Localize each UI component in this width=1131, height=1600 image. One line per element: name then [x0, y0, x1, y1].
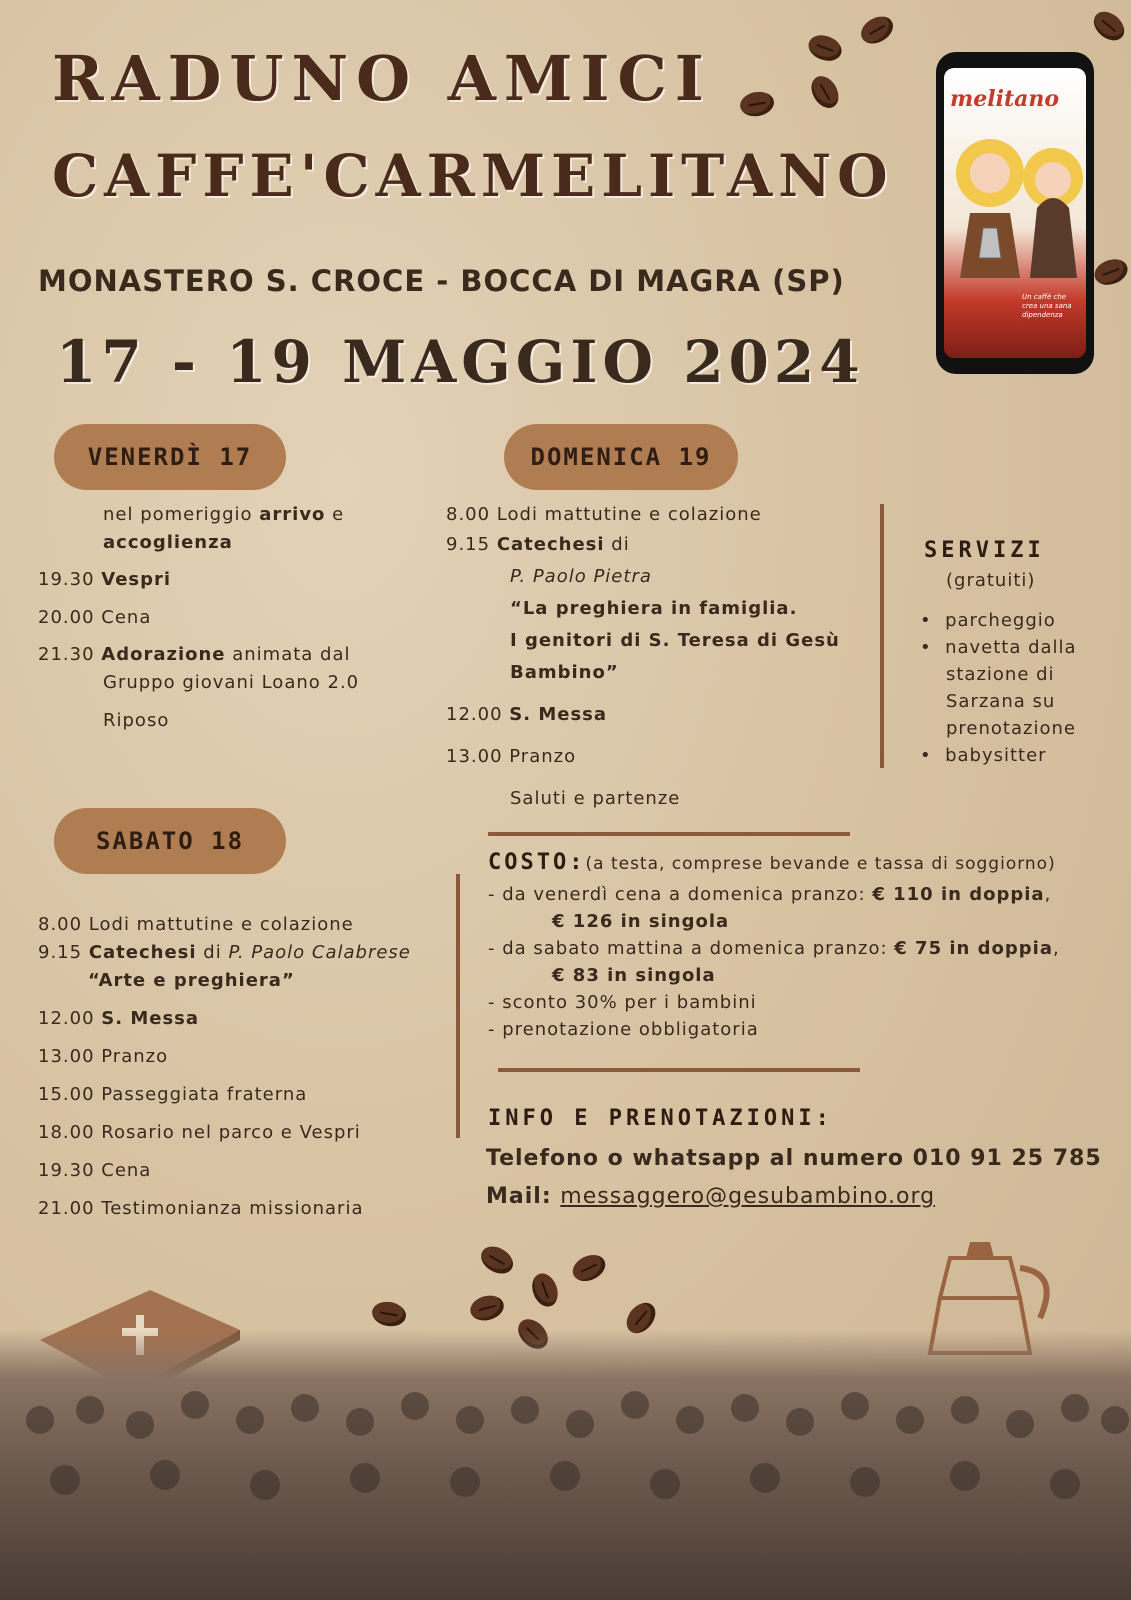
servizi-title: SERVIZI: [924, 538, 1045, 563]
friday-intro-text: nel pomeriggio: [103, 504, 260, 525]
info-title: INFO E PRENOTAZIONI:: [488, 1106, 833, 1131]
costo-row-text: - da sabato mattina a domenica pranzo:: [488, 938, 895, 959]
coffee-bean-decoration: [569, 1250, 610, 1286]
costo-price: € 75 in doppia: [894, 938, 1053, 959]
sunday-di: di: [604, 534, 630, 555]
sunday-line: 8.00 Lodi mattutine e colazione: [446, 504, 762, 525]
servizi-item: • navetta dalla: [920, 637, 1077, 658]
servizi-item-cont: stazione di: [946, 664, 1055, 685]
friday-label: VENERDÌ 17: [54, 424, 286, 490]
info-phone: Telefono o whatsapp al numero 010 91 25 785: [486, 1146, 1102, 1171]
saturday-line: 18.00 Rosario nel parco e Vespri: [38, 1122, 361, 1143]
sunday-line: [446, 532, 630, 558]
costo-price: € 83 in singola: [552, 965, 716, 986]
friday-intro: [103, 502, 344, 528]
sunday-label: DOMENICA 19: [504, 424, 738, 490]
costo-comma: ,: [1052, 938, 1060, 959]
saturday-time: 9.15: [38, 942, 89, 963]
crowd-silhouettes: [0, 1350, 1131, 1600]
costo-row: [552, 963, 716, 989]
venue: MONASTERO S. CROCE - BOCCA DI MAGRA (SP): [38, 264, 845, 298]
divider: [456, 874, 460, 1138]
servizi-item: • parcheggio: [920, 610, 1056, 631]
costo-row: [488, 882, 1051, 908]
costo-note: (a testa, comprese bevande e tassa di soggiorno): [585, 854, 1056, 874]
servizi-item-text: navetta dalla: [945, 637, 1077, 658]
friday-item: [38, 642, 351, 668]
phone-caption: Un caffè che crea una sana dipendenza: [1022, 293, 1072, 319]
sunday-topic-text: I genitori di S. Teresa di Gesù: [510, 630, 840, 651]
saturday-line: 15.00 Passeggiata fraterna: [38, 1084, 308, 1105]
title-line-2: CAFFE'CARMELITANO: [52, 142, 894, 210]
divider: [488, 832, 850, 836]
melitano-logo: melitano: [950, 86, 1060, 112]
friday-intro-e: e: [325, 504, 345, 525]
friday-intro-accoglienza: accoglienza: [103, 532, 233, 553]
costo-price: € 126 in singola: [552, 911, 730, 932]
friday-cont: Gruppo giovani Loano 2.0: [103, 672, 360, 693]
saturday-topic: [88, 968, 295, 994]
saturday-di: di: [196, 942, 229, 963]
costo-price: € 110 in doppia: [872, 884, 1045, 905]
coffee-bean-decoration: [476, 1241, 517, 1279]
costo-row-text: - da venerdì cena a domenica pranzo:: [488, 884, 873, 905]
info-mail-label: Mail:: [486, 1184, 561, 1209]
title-line-1: RADUNO AMICI: [52, 42, 712, 115]
divider: [498, 1068, 860, 1072]
servizi-subtitle: (gratuiti): [946, 570, 1036, 591]
saturday-line: 21.00 Testimonianza missionaria: [38, 1198, 364, 1219]
friday-intro-2: [103, 530, 233, 556]
friday-item: [38, 605, 151, 631]
coffee-bean-decoration: [1088, 6, 1129, 46]
friars-illustration-icon: [945, 128, 1085, 278]
friday-time: 20.00: [38, 607, 95, 628]
saturday-line: 13.00 Pranzo: [38, 1046, 169, 1067]
phone-screen: [944, 68, 1086, 358]
costo-comma: ,: [1044, 884, 1052, 905]
sunday-line: [446, 702, 607, 728]
coffee-bean-decoration: [1091, 255, 1131, 289]
sunday-line: 13.00 Pranzo: [446, 746, 577, 767]
event-dates: 17 - 19 MAGGIO 2024: [56, 328, 865, 396]
sunday-catechesi: Catechesi: [496, 534, 605, 555]
costo-header: [488, 850, 1056, 877]
saturday-line: 8.00 Lodi mattutine e colazione: [38, 914, 354, 935]
sunday-line: Saluti e partenze: [510, 788, 681, 809]
sunday-messa: S. Messa: [509, 704, 608, 725]
costo-row: [552, 909, 729, 935]
coffee-bean-decoration: [370, 1299, 408, 1329]
friday-item: [38, 567, 171, 593]
sunday-time: 9.15: [446, 534, 497, 555]
saturday-line: [38, 1006, 199, 1032]
sunday-topic-2: [510, 628, 840, 654]
info-mail-row: [486, 1184, 935, 1209]
friday-intro-arrivo: arrivo: [259, 504, 326, 525]
costo-title: COSTO:: [488, 850, 586, 875]
coffee-bean-decoration: [528, 1270, 562, 1310]
costo-row: - prenotazione obbligatoria: [488, 1019, 759, 1040]
divider: [880, 504, 884, 768]
phone-mockup: [936, 52, 1094, 374]
coffee-bean-decoration: [856, 11, 897, 49]
saturday-messa: S. Messa: [101, 1008, 200, 1029]
servizi-item-cont: Sarzana su: [946, 691, 1056, 712]
friday-end: Riposo: [103, 710, 170, 731]
friday-activity: Cena: [101, 607, 152, 628]
saturday-line: 19.30 Cena: [38, 1160, 152, 1181]
friday-time: 21.30: [38, 644, 95, 665]
sunday-time: 12.00: [446, 704, 510, 725]
saturday-topic-text: “Arte e preghiera”: [88, 970, 295, 991]
sunday-speaker: P. Paolo Pietra: [510, 566, 652, 587]
friday-activity: Vespri: [101, 569, 172, 590]
servizi-item-cont: prenotazione: [946, 718, 1076, 739]
sunday-topic-1: [510, 596, 797, 622]
saturday-line: [38, 940, 411, 966]
servizi-item-text: babysitter: [945, 745, 1047, 766]
coffee-bean-decoration: [806, 71, 844, 112]
sunday-topic-3: [510, 660, 619, 686]
costo-row: [488, 936, 1060, 962]
sunday-topic-text: “La preghiera in famiglia.: [510, 598, 798, 619]
saturday-speaker: P. Paolo Calabrese: [228, 942, 411, 963]
coffee-bean-decoration: [467, 1292, 506, 1324]
servizi-item-text: parcheggio: [945, 610, 1056, 631]
saturday-time: 12.00: [38, 1008, 102, 1029]
saturday-catechesi: Catechesi: [88, 942, 197, 963]
friday-time: 19.30: [38, 569, 95, 590]
sunday-topic-text: Bambino”: [510, 662, 619, 683]
coffee-bean-decoration: [738, 89, 776, 119]
saturday-label: SABATO 18: [54, 808, 286, 874]
friday-activity: Adorazione: [101, 644, 226, 665]
info-mail-link[interactable]: messaggero@gesubambino.org: [560, 1184, 936, 1209]
costo-row: - sconto 30% per i bambini: [488, 992, 757, 1013]
coffee-bean-decoration: [805, 31, 845, 65]
friday-activity-rest: animata dal: [225, 644, 351, 665]
servizi-item: • babysitter: [920, 745, 1047, 766]
